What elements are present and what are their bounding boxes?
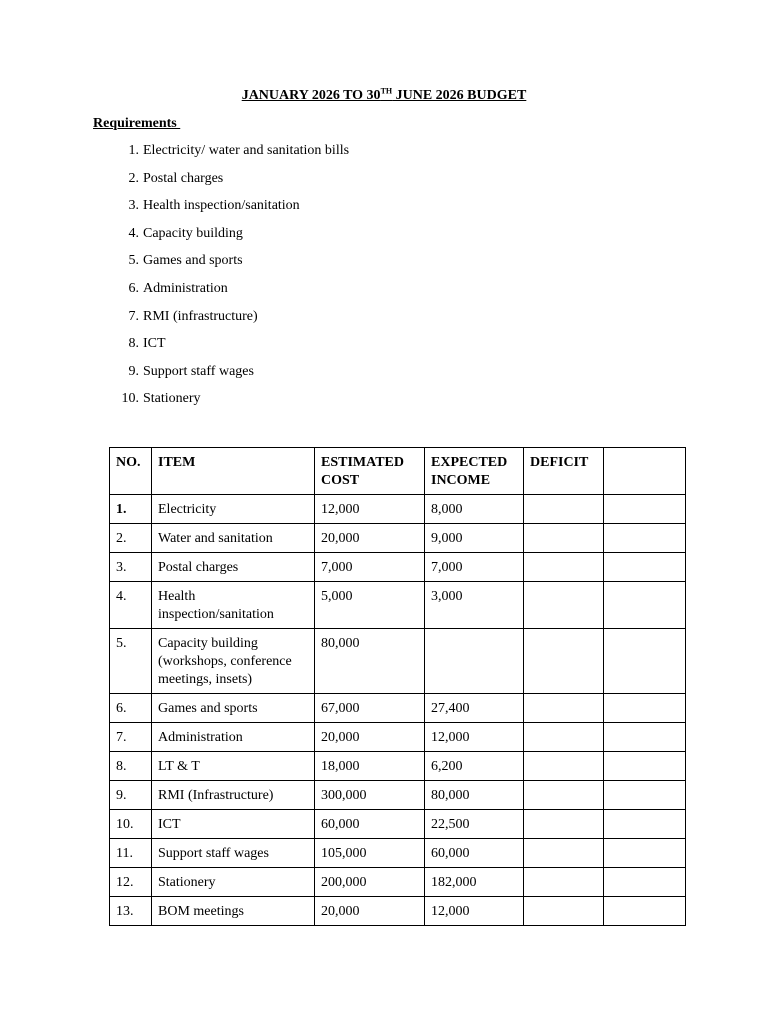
- header-deficit: DEFICIT: [524, 448, 604, 495]
- budget-table: [109, 447, 686, 926]
- cell-expected-income: 6,200: [425, 752, 524, 781]
- cell-item: LT & T: [152, 752, 315, 781]
- document-title: JANUARY 2026 TO 30TH JUNE 2026 BUDGET: [241, 86, 527, 103]
- cell-estimated-cost: 67,000: [315, 694, 425, 723]
- cell-expected-income: 22,500: [425, 810, 524, 839]
- cell-estimated-cost: 105,000: [315, 839, 425, 868]
- cell-deficit: [524, 868, 604, 897]
- table-row: [110, 694, 686, 723]
- cell-no: 11.: [110, 839, 152, 868]
- cell-expected-income: 3,000: [425, 582, 524, 629]
- cell-estimated-cost: 300,000: [315, 781, 425, 810]
- cell-deficit: [524, 810, 604, 839]
- requirements-list: [115, 143, 349, 419]
- list-item: 10. Stationery: [121, 391, 201, 407]
- list-item: 8. ICT: [128, 336, 166, 352]
- list-item: 1. Electricity/ water and sanitation bills: [128, 143, 350, 158]
- table-row: [110, 723, 686, 752]
- cell-deficit: [524, 495, 604, 524]
- cell-no: 3.: [110, 553, 152, 582]
- cell-item: ICT: [152, 810, 315, 839]
- cell-estimated-cost: 200,000: [315, 868, 425, 897]
- cell-blank: [604, 897, 686, 926]
- cell-item: BOM meetings: [152, 897, 315, 926]
- cell-expected-income: 7,000: [425, 553, 524, 582]
- cell-expected-income: 27,400: [425, 694, 524, 723]
- cell-estimated-cost: 60,000: [315, 810, 425, 839]
- list-item: 7. RMI (infrastructure): [128, 308, 258, 324]
- cell-expected-income: 8,000: [425, 495, 524, 524]
- cell-item: Electricity: [152, 495, 315, 524]
- cell-deficit: [524, 839, 604, 868]
- cell-no: 5.: [110, 629, 152, 694]
- list-item: 2. Postal charges: [128, 170, 224, 186]
- header-no: NO.: [110, 448, 152, 495]
- list-item: 6. Administration: [128, 280, 228, 296]
- cell-expected-income: 12,000: [425, 723, 524, 752]
- cell-item: Capacity building (workshops, conference meetings, insets): [152, 629, 315, 694]
- header-expected-income: EXPECTED INCOME: [425, 448, 524, 495]
- cell-expected-income: 80,000: [425, 781, 524, 810]
- cell-estimated-cost: 7,000: [315, 553, 425, 582]
- list-item: 3. Health inspection/sanitation: [128, 198, 300, 214]
- cell-item: RMI (Infrastructure): [152, 781, 315, 810]
- cell-blank: [604, 553, 686, 582]
- cell-item: Administration: [152, 723, 315, 752]
- header-estimated-cost: ESTIMATED COST: [315, 448, 425, 495]
- cell-no: 9.: [110, 781, 152, 810]
- table-row: [110, 868, 686, 897]
- cell-deficit: [524, 897, 604, 926]
- cell-blank: [604, 694, 686, 723]
- cell-estimated-cost: 20,000: [315, 723, 425, 752]
- cell-estimated-cost: 80,000: [315, 629, 425, 694]
- cell-no: 12.: [110, 868, 152, 897]
- table-row: [110, 781, 686, 810]
- cell-item: Water and sanitation: [152, 524, 315, 553]
- table-row: [110, 839, 686, 868]
- cell-estimated-cost: 20,000: [315, 897, 425, 926]
- cell-blank: [604, 629, 686, 694]
- table-body: [110, 495, 686, 926]
- cell-estimated-cost: 20,000: [315, 524, 425, 553]
- table-row: [110, 582, 686, 629]
- cell-deficit: [524, 553, 604, 582]
- cell-item: Postal charges: [152, 553, 315, 582]
- cell-no: 13.: [110, 897, 152, 926]
- cell-no: 2.: [110, 524, 152, 553]
- cell-no: 7.: [110, 723, 152, 752]
- table-header-row: [110, 448, 686, 495]
- list-item: 4. Capacity building: [128, 225, 243, 241]
- cell-blank: [604, 781, 686, 810]
- table-row: [110, 752, 686, 781]
- cell-item: Stationery: [152, 868, 315, 897]
- cell-deficit: [524, 694, 604, 723]
- header-item: ITEM: [152, 448, 315, 495]
- cell-blank: [604, 810, 686, 839]
- cell-blank: [604, 524, 686, 553]
- cell-blank: [604, 495, 686, 524]
- cell-estimated-cost: 5,000: [315, 582, 425, 629]
- header-blank: [604, 448, 686, 495]
- cell-item: Games and sports: [152, 694, 315, 723]
- cell-blank: [604, 582, 686, 629]
- table-row: [110, 629, 686, 694]
- cell-expected-income: 182,000: [425, 868, 524, 897]
- table-row: [110, 495, 686, 524]
- table-row: [110, 810, 686, 839]
- cell-no: 8.: [110, 752, 152, 781]
- cell-blank: [604, 752, 686, 781]
- cell-deficit: [524, 781, 604, 810]
- cell-expected-income: [425, 629, 524, 694]
- list-item: 5. Games and sports: [128, 253, 243, 269]
- cell-deficit: [524, 723, 604, 752]
- cell-blank: [604, 839, 686, 868]
- cell-no: 6.: [110, 694, 152, 723]
- table-row: [110, 524, 686, 553]
- cell-deficit: [524, 524, 604, 553]
- cell-no: 1.: [110, 495, 152, 524]
- cell-estimated-cost: 18,000: [315, 752, 425, 781]
- cell-expected-income: 60,000: [425, 839, 524, 868]
- cell-deficit: [524, 582, 604, 629]
- cell-expected-income: 9,000: [425, 524, 524, 553]
- list-item: 9. Support staff wages: [128, 363, 254, 379]
- cell-estimated-cost: 12,000: [315, 495, 425, 524]
- requirements-heading: Requirements: [93, 116, 181, 131]
- cell-no: 4.: [110, 582, 152, 629]
- cell-blank: [604, 868, 686, 897]
- cell-expected-income: 12,000: [425, 897, 524, 926]
- cell-deficit: [524, 752, 604, 781]
- cell-deficit: [524, 629, 604, 694]
- table-row: [110, 553, 686, 582]
- cell-item: Health inspection/sanitation: [152, 582, 315, 629]
- cell-blank: [604, 723, 686, 752]
- cell-item: Support staff wages: [152, 839, 315, 868]
- table-row: [110, 897, 686, 926]
- cell-no: 10.: [110, 810, 152, 839]
- title-superscript: TH: [380, 86, 393, 96]
